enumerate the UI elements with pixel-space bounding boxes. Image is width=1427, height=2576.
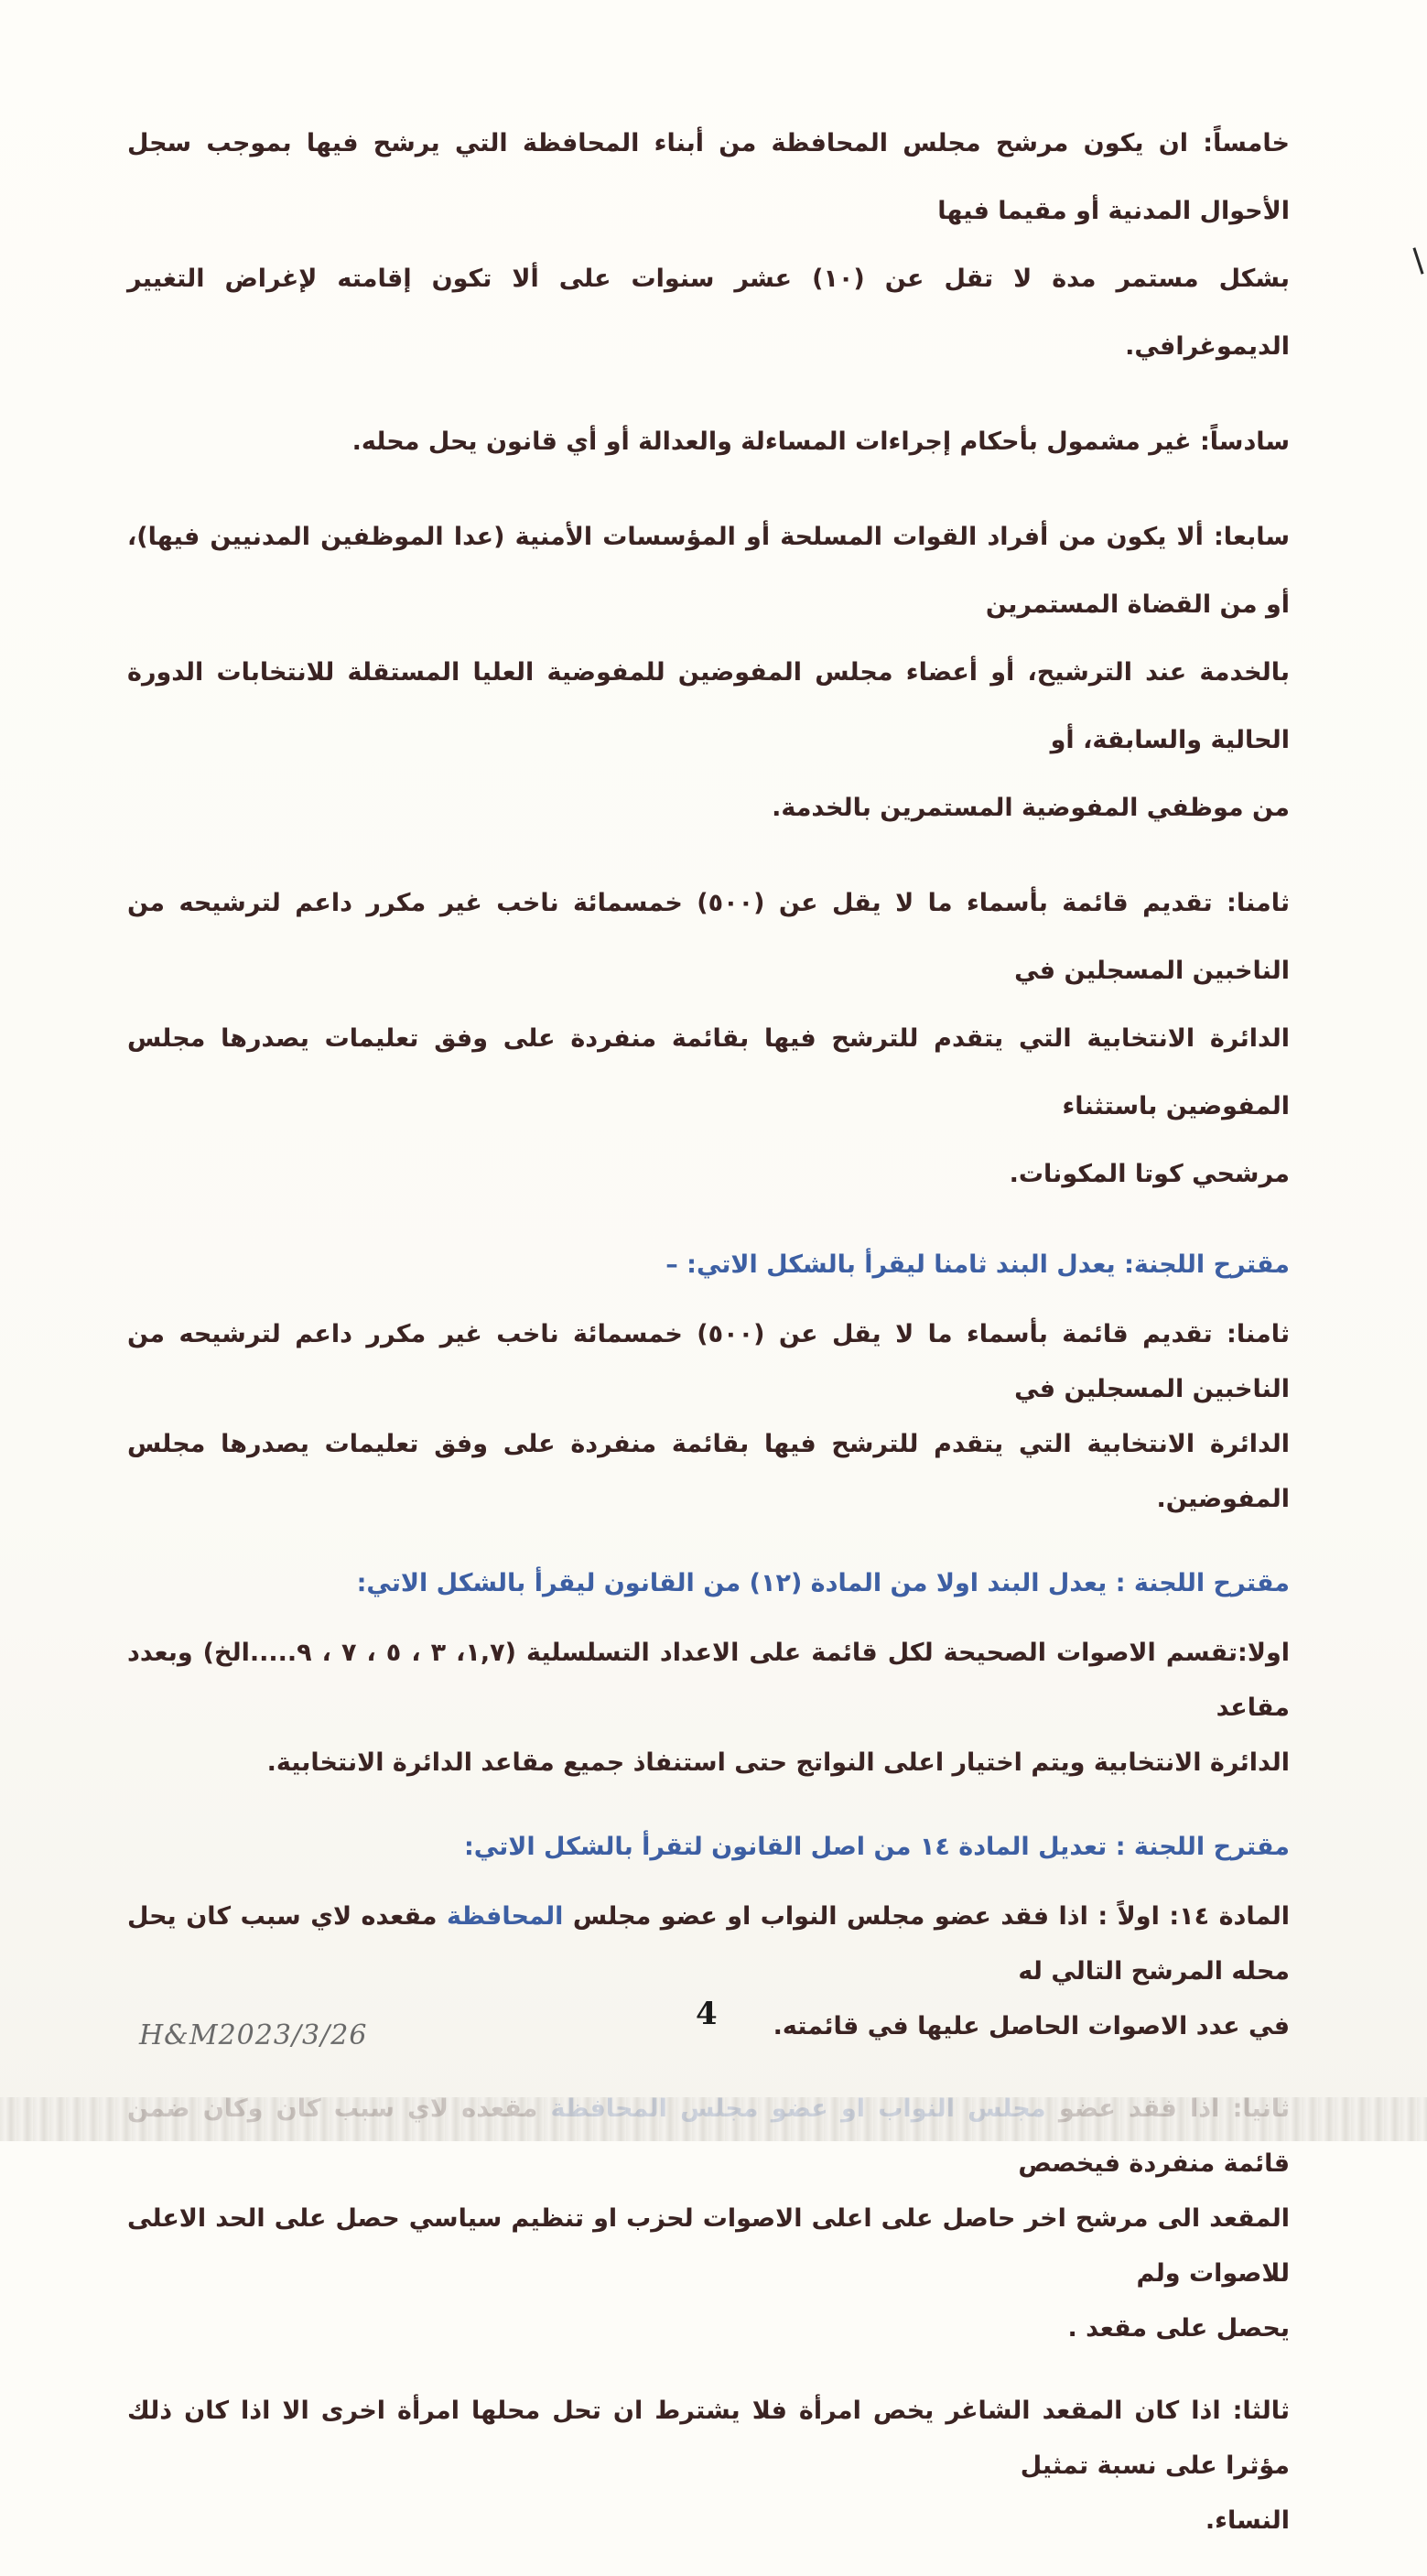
paragraph-line: المقعد الى مرشح اخر حاصل على اعلى الاصوات لحزب او تنظيم سياسي حصل على الحد الاعلى للاصوات ولم (127, 2204, 1290, 2288)
paragraph-line: مرشحي كوتا المكونات. (1009, 1160, 1290, 1188)
committee-proposal-heading: مقترح اللجنة : يعدل البند اولا من المادة (١٢) من القانون ليقرأ بالشكل الاتي: (356, 1569, 1290, 1597)
paragraph-line: ثامنا: تقديم قائمة بأسماء ما لا يقل عن (٥٠٠) خمسمائة ناخب غير مكرر داعم لترشيحه من الناخبين المسجلين في (127, 1320, 1291, 1403)
paragraph-line: الدائرة الانتخابية التي يتقدم للترشح فيها بقائمة منفردة على وفق تعليمات يصدرها مجلس المفوضين باستثناء (127, 1024, 1290, 1120)
paragraph-line: الدائرة الانتخابية التي يتقدم للترشح فيها بقائمة منفردة على وفق تعليمات يصدرها مجلس المفوضين. (127, 1430, 1290, 1513)
clause-text: المادة ١٤: اولاً : اذا فقد عضو مجلس النواب او عضو مجلس (563, 1902, 1291, 1931)
paragraph-line: بشكل مستمر مدة لا تقل عن (١٠) عشر سنوات على ألا تكون إقامته لإغراض التغيير الديموغرافي. (127, 265, 1290, 361)
paragraph-seventh (127, 503, 1290, 842)
amended-article-12-first (127, 1626, 1290, 1791)
paragraph-line: يحصل على مقعد . (1067, 2314, 1290, 2343)
paragraph-line: اولا:تقسم الاصوات الصحيحة لكل قائمة على الاعداد التسلسلية (١,٧، ٣ ، ٥ ، ٧ ، ٩.....الخ) وبعدد مقاعد (127, 1639, 1290, 1722)
paragraph-line: خامساً: ان يكون مرشح مجلس المحافظة من أبناء المحافظة التي يرشح فيها بموجب سجل الأحوال المدنية أو مقيما فيها (127, 129, 1290, 225)
paragraph-eighth (127, 870, 1290, 1208)
scanner-edge-strip (0, 2097, 1427, 2141)
paragraph-line: النساء. (1205, 2506, 1290, 2535)
highlighted-text: المحافظة (446, 1902, 564, 1931)
paragraph-line (127, 1889, 1290, 1999)
committee-proposal-heading: مقترح اللجنة: يعدل البند ثامنا ليقرأ بالشكل الاتي: – (665, 1250, 1290, 1279)
paragraph-line: سابعا: ألا يكون من أفراد القوات المسلحة أو المؤسسات الأمنية (عدا الموظفين المدنيين فيها)، أو من القضاة المستمرين (127, 523, 1290, 619)
paragraph-line: الدائرة الانتخابية ويتم اختيار اعلى النواتج حتى استنفاذ جميع مقاعد الدائرة الانتخابية. (266, 1748, 1290, 1777)
paragraph-line: سادساً: غير مشمول بأحكام إجراءات المساءلة والعدالة أو أي قانون يحل محله. (351, 428, 1290, 456)
amended-article-14-third (127, 2384, 1290, 2549)
paragraph-sixth (127, 408, 1290, 476)
clause-text: قائمة منفردة فيخصص (1018, 2149, 1290, 2178)
page-edge-mark (1412, 247, 1423, 274)
page-number: 4 (696, 1996, 718, 2032)
paragraph-fifth (127, 110, 1290, 381)
signature-stamp: H&M2023/3/26 (139, 2019, 368, 2051)
amended-eighth-clause (127, 1307, 1290, 1527)
clause-text: مقعده لاي سبب كان يحل محله المرشح التالي له (127, 1902, 1290, 1986)
paragraph-line: في عدد الاصوات الحاصل عليها في قائمته. (773, 2012, 1290, 2040)
paragraph-line: ثامنا: تقديم قائمة بأسماء ما لا يقل عن (٥٠٠) خمسمائة ناخب غير مكرر داعم لترشيحه من الناخبين المسجلين في (127, 889, 1291, 985)
paragraph-line: ثالثا: اذا كان المقعد الشاغر يخص امرأة فلا يشترط ان تحل محلها امرأة اخرى الا اذا كان ذلك مؤثرا على نسبة تمثيل (127, 2397, 1290, 2480)
document-body (127, 110, 1290, 2576)
committee-proposal-heading: مقترح اللجنة : تعديل المادة ١٤ من اصل القانون لتقرأ بالشكل الاتي: (464, 1833, 1290, 1861)
paragraph-line: بالخدمة عند الترشيح، أو أعضاء مجلس المفوضين للمفوضية العليا المستقلة للانتخابات الدورة الحالية والسابقة، أو (127, 658, 1290, 754)
paragraph-line: من موظفي المفوضية المستمرين بالخدمة. (772, 794, 1290, 822)
